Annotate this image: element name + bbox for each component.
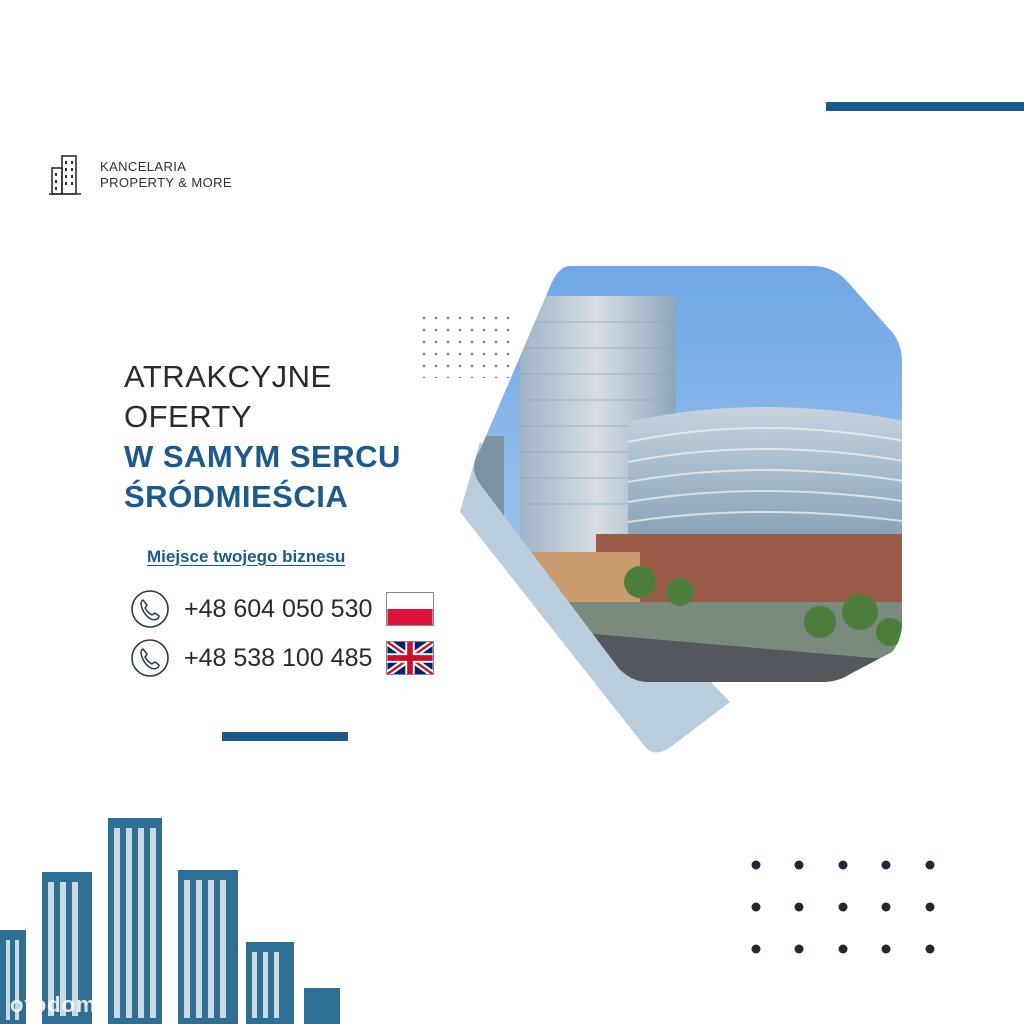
brand-line-1: KANCELARIA — [100, 159, 187, 174]
brand-logo[interactable] — [48, 154, 232, 196]
phone-number[interactable]: +48 604 050 530 — [184, 594, 373, 623]
decorative-dot-grid-large — [746, 852, 944, 962]
headline-line-4: ŚRÓDMIEŚCIA — [124, 479, 349, 514]
uk-flag-icon — [386, 641, 434, 675]
tagline-link[interactable]: Miejsce twojego biznesu — [147, 547, 346, 566]
brand-line-2: PROPERTY & MORE — [100, 175, 232, 190]
otodom-watermark: otodom — [10, 992, 97, 1017]
phone-number[interactable]: +48 538 100 485 — [184, 643, 373, 672]
brand-name — [100, 159, 232, 191]
phone-icon — [130, 638, 170, 678]
headline-line-3: W SAMYM SERCU — [124, 439, 401, 474]
top-accent-bar — [826, 102, 1024, 111]
headline-line-1: ATRAKCYJNE — [124, 359, 332, 394]
headline — [124, 357, 401, 517]
contact-row-pl[interactable] — [130, 589, 434, 629]
building-icon — [48, 154, 82, 196]
hero-image-frame — [420, 262, 920, 762]
bottom-accent-bar — [222, 732, 348, 741]
phone-icon — [130, 589, 170, 629]
poland-flag-icon — [386, 592, 434, 626]
headline-line-2: OFERTY — [124, 399, 253, 434]
contact-row-en[interactable] — [130, 638, 434, 678]
